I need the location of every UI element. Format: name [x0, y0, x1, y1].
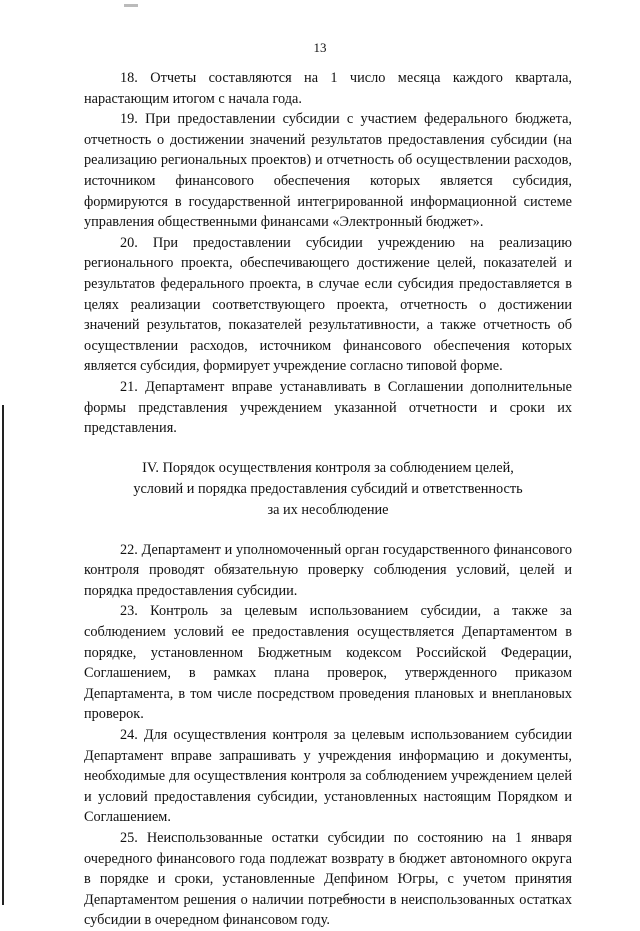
section-heading-line: IV. Порядок осуществления контроля за соблюдением целей,: [142, 459, 514, 476]
paragraph-24: 24. Для осуществления контроля за целевым использованием субсидии Департамент вправе запрашивать у учреждения информацию и документы, необходимые для осуществления контроля за соблюдением учреждением целей и условий предоставления субсидии, установленных настоящим Порядком и Соглашением.: [84, 727, 572, 826]
document-body: [84, 68, 572, 931]
section-heading-line: за их несоблюдение: [267, 501, 389, 518]
paragraph-22: 22. Департамент и уполномоченный орган государственного финансового контроля проводят обязательную проверку соблюдения условий, целей и порядка предоставления субсидии.: [84, 541, 572, 599]
section-heading-line: условий и порядка предоставления субсидий и ответственность: [133, 480, 523, 497]
section-heading: [84, 458, 572, 521]
paragraph-23: 23. Контроль за целевым использованием субсидии, а также за соблюдением условий ее предоставления осуществляется Департаментом в порядке, установленном Бюджетным кодексом Российской Федерации, Соглашением, в рамках плана проверок, утвержденного приказом Департамента, в том числе посредством проведения плановых и внеплановых проверок.: [84, 603, 572, 723]
paragraph-21: 21. Департамент вправе устанавливать в Соглашении дополнительные формы представления учреждением указанной отчетности и сроки их представления.: [84, 378, 572, 437]
page-number: 13: [313, 40, 327, 55]
paragraph-18: 18. Отчеты составляются на 1 число месяца каждого квартала, нарастающим итогом с начала года.: [84, 70, 572, 107]
scan-edge-line: [2, 405, 4, 905]
paragraph-19: 19. При предоставлении субсидии с участием федерального бюджета, отчетность о достижении значений результатов предоставления субсидии (на реализацию региональных проектов) и отчетность об осуществлении расходов, источником финансового обеспечения которых является субсидия, формируются в государственной интегрированной информационной системе управления общественными финансами «Электронный бюджет».: [84, 111, 572, 231]
paragraph-25: 25. Неиспользованные остатки субсидии по состоянию на 1 января очередного финансового года подлежат возврату в бюджет автономного округа в порядке и сроки, установленные Депфином Югры, с учетом принятия Департаментом решения о наличии потребности в неиспользованных остатках субсидии в очередном финансовом году.: [84, 830, 572, 929]
scan-artifact: [124, 4, 138, 7]
paragraph-20: 20. При предоставлении субсидии учреждению на реализацию регионального проекта, обеспечивающего достижение целей, показателей и результатов федерального проекта, в случае если субсидия предоставляется в целях реализации соответствующего проекта, отчетность о достижении значений результатов, показателей результативности, а также отчетность об осуществлении расходов, источником финансового обеспечения которых является субсидия, формирует учреждение согласно типовой форме.: [84, 234, 572, 375]
